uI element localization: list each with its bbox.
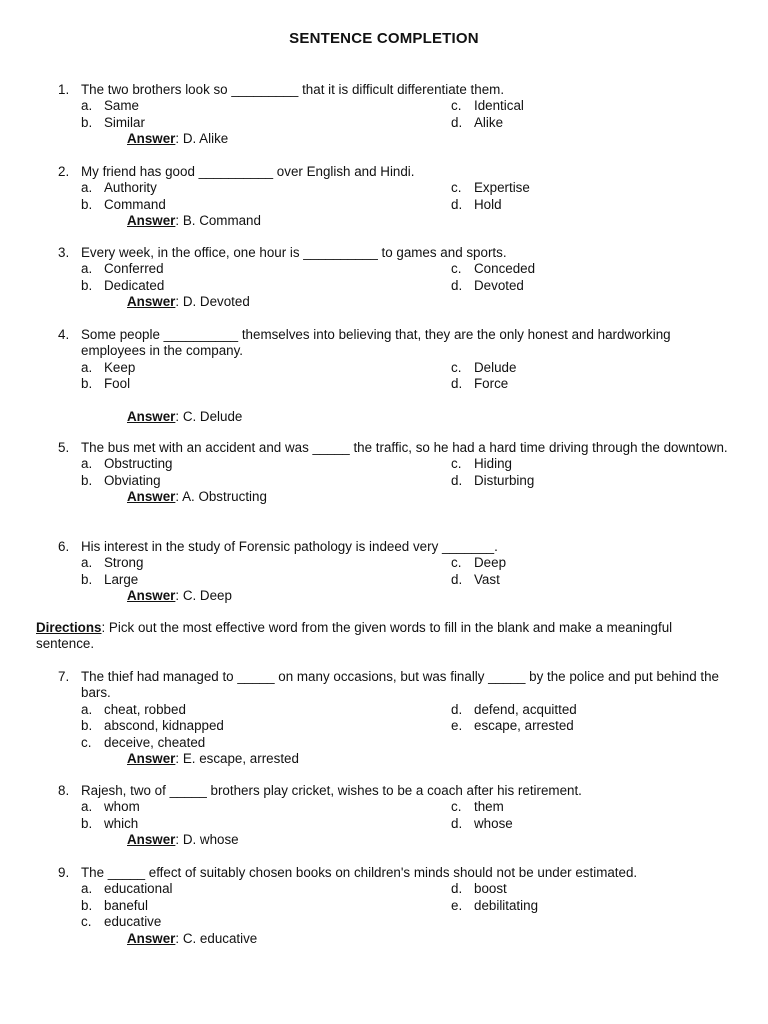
option-b: b. Large: [81, 571, 139, 587]
option-row: [0, 555, 768, 571]
option-row: [0, 180, 768, 196]
answer-value: : C. Deep: [175, 588, 232, 604]
question-5: [0, 440, 768, 506]
directions: [36, 620, 726, 653]
option-a: a. Authority: [81, 180, 157, 196]
question-number: 1.: [58, 82, 70, 97]
answer-line: [127, 489, 768, 505]
option-row: [0, 914, 768, 930]
question-number: 5.: [58, 440, 70, 455]
option-row: [0, 799, 768, 815]
option-b: b. Similar: [81, 114, 145, 130]
question-9: [0, 865, 768, 947]
option-b: b. Dedicated: [81, 277, 165, 293]
answer-value: : D. whose: [175, 832, 239, 848]
answer-line: [127, 409, 768, 425]
option-a: a. Obstructing: [81, 456, 173, 472]
question-number: 2.: [58, 164, 70, 179]
option-row: [0, 376, 768, 392]
question-number: 9.: [58, 865, 70, 880]
question-text: My friend has good __________ over English and Hindi.: [81, 164, 415, 179]
option-a: a. Conferred: [81, 261, 164, 277]
option-c: c. deceive, cheated: [81, 734, 206, 750]
answer-label: Answer: [127, 131, 176, 147]
answer-line: [127, 294, 768, 310]
option-c: c. Identical: [451, 98, 524, 114]
option-b: b. abscond, kidnapped: [81, 718, 224, 734]
answer-line: [127, 213, 768, 229]
option-row: [0, 718, 768, 734]
option-a: a. whom: [81, 799, 140, 815]
question-text: Rajesh, two of _____ brothers play cricket, wishes to be a coach after his retirement.: [81, 783, 582, 798]
option-a: a. Strong: [81, 555, 144, 571]
answer-line: [127, 588, 768, 604]
question-1: [0, 82, 768, 148]
option-row: [0, 360, 768, 376]
answer-value: : D. Devoted: [175, 294, 250, 310]
option-c: c. Delude: [451, 359, 517, 375]
option-d: d. Devoted: [451, 277, 524, 293]
option-a: a. cheat, robbed: [81, 701, 186, 717]
option-row: [0, 197, 768, 213]
answer-value: : A. Obstructing: [175, 489, 267, 505]
option-d: d. Disturbing: [451, 472, 535, 488]
question-2: [0, 164, 768, 230]
page-title: SENTENCE COMPLETION: [289, 30, 479, 47]
answer-label: Answer: [127, 832, 176, 848]
question-3: [0, 245, 768, 311]
answer-label: Answer: [127, 750, 176, 766]
answer-line: [127, 832, 768, 848]
answer-value: : D. Alike: [175, 131, 229, 147]
answer-value: : E. escape, arrested: [175, 750, 299, 766]
directions-text: : Pick out the most effective word from the given words to fill in the blank and make a meaningful sentence.: [36, 620, 673, 652]
option-row: [0, 261, 768, 277]
option-row: [0, 816, 768, 832]
option-b: b. Command: [81, 196, 166, 212]
option-row: [0, 456, 768, 472]
option-row: [0, 278, 768, 294]
question-text: Every week, in the office, one hour is __________ to games and sports.: [81, 245, 507, 260]
answer-label: Answer: [127, 588, 176, 604]
question-text: His interest in the study of Forensic pathology is indeed very _______.: [81, 539, 498, 554]
option-row: [0, 881, 768, 897]
question-7: [0, 669, 768, 767]
option-row: [0, 115, 768, 131]
question-8: [0, 783, 768, 849]
option-row: [0, 572, 768, 588]
option-row: [0, 735, 768, 751]
option-a: a. educational: [81, 881, 173, 897]
question-number: 7.: [58, 669, 70, 684]
option-row: [0, 702, 768, 718]
option-d: d. Force: [451, 376, 509, 392]
option-a: a. Same: [81, 98, 139, 114]
option-c: c. Hiding: [451, 456, 512, 472]
answer-label: Answer: [127, 213, 176, 229]
question-number: 4.: [58, 327, 70, 342]
question-6: [0, 539, 768, 605]
option-d: d. defend, acquitted: [451, 701, 577, 717]
option-d: d. Hold: [451, 196, 502, 212]
option-c: c. Expertise: [451, 180, 530, 196]
option-b: b. Obviating: [81, 472, 161, 488]
answer-value: : B. Command: [175, 213, 261, 229]
option-c: c. Deep: [451, 555, 507, 571]
directions-label: Directions: [36, 620, 102, 635]
answer-line: [127, 751, 768, 767]
option-b: b. baneful: [81, 897, 148, 913]
answer-value: : C. Delude: [175, 408, 243, 424]
option-e: e. escape, arrested: [451, 718, 574, 734]
option-row: [0, 98, 768, 114]
option-b: b. which: [81, 815, 139, 831]
question-text: The bus met with an accident and was _____ the traffic, so he had a hard time driving through the downtown.: [81, 440, 728, 455]
answer-label: Answer: [127, 294, 176, 310]
question-number: 6.: [58, 539, 70, 554]
option-d: d. Vast: [451, 571, 500, 587]
question-text: The two brothers look so _________ that it is difficult differentiate them.: [81, 82, 505, 97]
answer-line: [127, 131, 768, 147]
question-number: 8.: [58, 783, 70, 798]
option-d: d. whose: [451, 815, 513, 831]
option-d: d. boost: [451, 881, 507, 897]
question-text: The thief had managed to _____ on many occasions, but was finally _____ by the police and put behind the bars.: [81, 669, 719, 701]
option-d: d. Alike: [451, 114, 504, 130]
option-e: e. debilitating: [451, 897, 539, 913]
option-c: c. educative: [81, 914, 162, 930]
option-row: [0, 473, 768, 489]
answer-label: Answer: [127, 930, 176, 946]
question-text: The _____ effect of suitably chosen books on children's minds should not be under estimated.: [81, 865, 638, 880]
option-a: a. Keep: [81, 359, 136, 375]
answer-line: [127, 931, 768, 947]
question-number: 3.: [58, 245, 70, 260]
answer-label: Answer: [127, 489, 176, 505]
answer-label: Answer: [127, 408, 176, 424]
answer-value: : C. educative: [175, 930, 258, 946]
option-c: c. Conceded: [451, 261, 536, 277]
option-b: b. Fool: [81, 376, 131, 392]
option-c: c. them: [451, 799, 504, 815]
question-4: [0, 327, 768, 425]
question-text: Some people __________ themselves into believing that, they are the only honest and hardworking employees in the company.: [81, 327, 671, 359]
option-row: [0, 898, 768, 914]
